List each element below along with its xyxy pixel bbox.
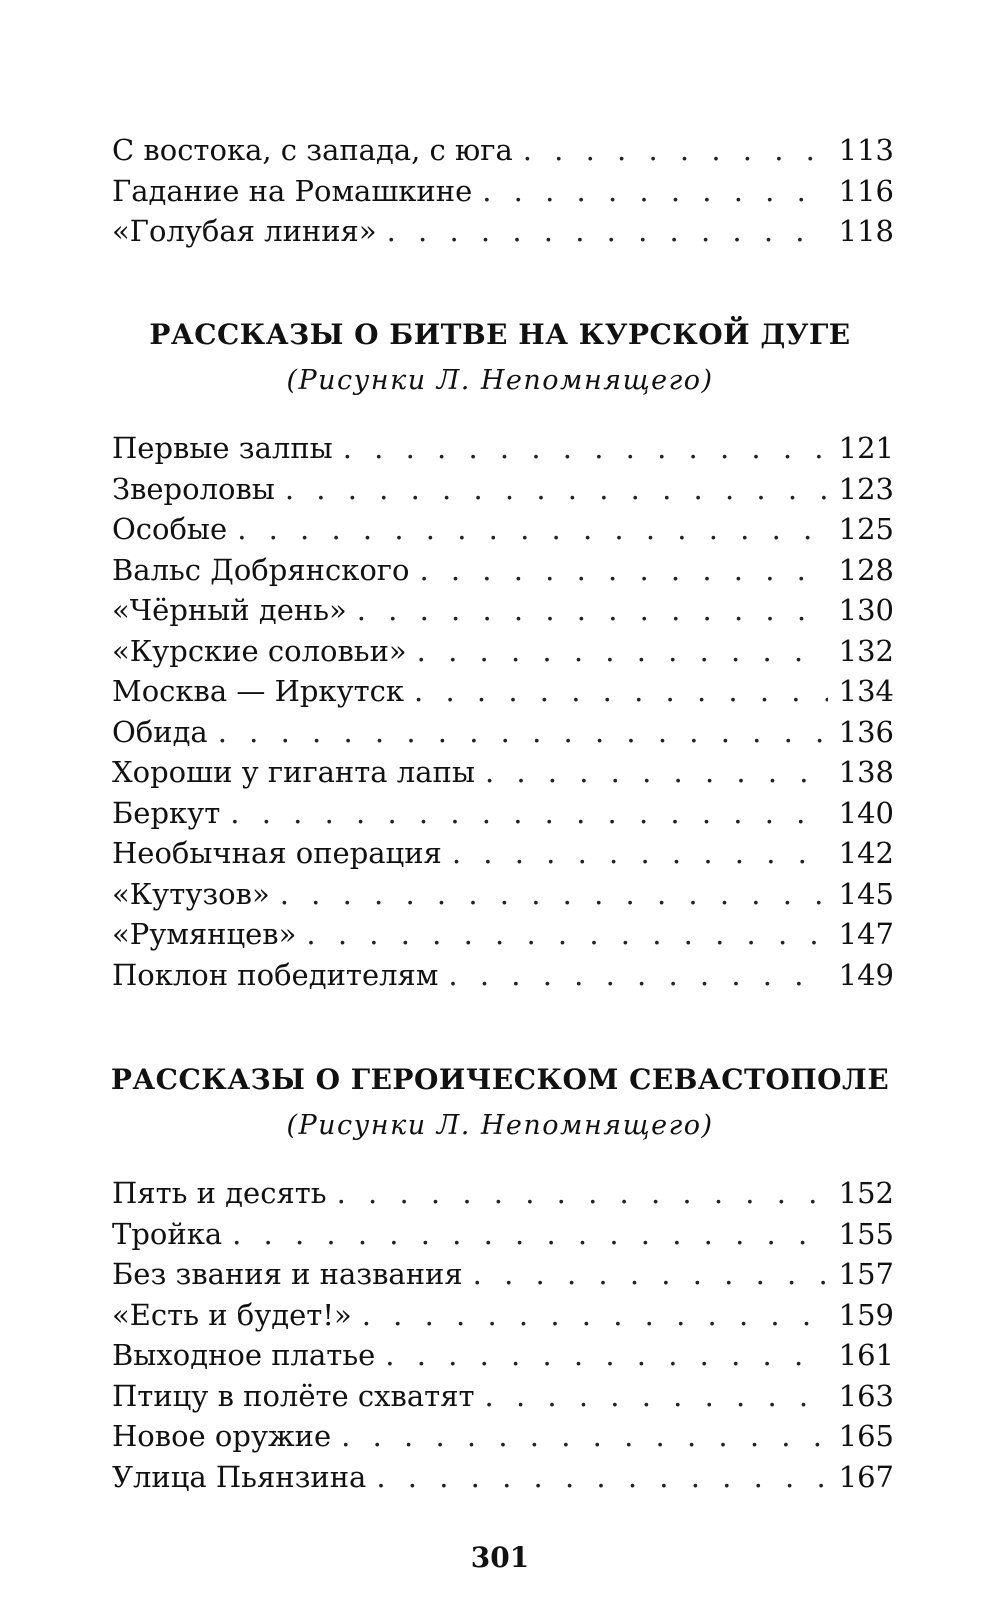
dot-leader [448, 955, 828, 996]
toc-entry-page: 130 [838, 593, 894, 627]
toc-entry [112, 171, 894, 212]
dot-leader [337, 1173, 828, 1214]
toc-entry-page: 142 [838, 836, 894, 870]
dot-leader [414, 671, 828, 712]
toc-entry-title: Выходное платье [112, 1338, 376, 1372]
toc-entry-page: 118 [838, 214, 894, 248]
toc-entry-page: 140 [838, 795, 894, 830]
toc-entry-title: Новое оружие [112, 1419, 332, 1453]
toc-entry-title: «Румянцев» [112, 917, 297, 951]
toc-entry [112, 955, 894, 996]
dot-leader [419, 550, 828, 591]
dot-leader [387, 211, 828, 252]
dot-leader [343, 428, 828, 469]
toc-entry-page: 152 [838, 1176, 894, 1210]
toc-entry-title: Первые залпы [112, 431, 333, 465]
toc-entry-title: «Голубая линия» [112, 214, 377, 248]
dot-leader [230, 793, 828, 834]
toc-entry-page: 165 [838, 1419, 894, 1453]
section-heading-kursk: РАССКАЗЫ О БИТВЕ НА КУРСКОЙ ДУГЕ [149, 318, 851, 351]
toc-entry-page: 147 [838, 917, 894, 951]
dot-leader [362, 1295, 828, 1336]
toc-entry-title: Беркут [112, 795, 221, 830]
toc-entry [112, 1254, 894, 1295]
toc-entry [112, 1173, 894, 1214]
toc-entry-title: Москва — Иркутск [112, 674, 405, 708]
toc-entry-page: 113 [838, 133, 894, 167]
toc-entry-title: Тройка [112, 1216, 223, 1251]
toc-entry-page: 157 [838, 1257, 894, 1291]
toc-entry-page: 121 [838, 431, 894, 465]
toc-entry [112, 590, 894, 631]
toc-entry-title: Необычная операция [112, 836, 442, 870]
toc-entry-page: 145 [838, 876, 894, 911]
toc-entry [112, 469, 894, 510]
toc-entry [112, 874, 894, 915]
toc-entry [112, 211, 894, 252]
toc-entry-title: Пять и десять [112, 1176, 327, 1210]
toc-entry [112, 793, 894, 834]
toc-entry [112, 550, 894, 591]
toc-entry-title: «Курские соловьи» [112, 633, 407, 668]
dot-leader [306, 914, 828, 955]
dot-leader [485, 752, 828, 793]
section-subtitle-kursk: (Рисунки Л. Непомнящего) [286, 365, 714, 396]
toc-entry-page: 161 [838, 1338, 894, 1372]
toc-entry-page: 134 [838, 674, 894, 708]
toc-entry [112, 914, 894, 955]
toc-entry-title: Гадание на Ромашкине [112, 173, 473, 208]
toc-entry [112, 428, 894, 469]
toc-entry [112, 1457, 894, 1498]
toc-entry-title: Звероловы [112, 471, 275, 506]
toc-entry [112, 631, 894, 672]
dot-leader [452, 833, 828, 874]
toc-entry [112, 1295, 894, 1336]
dot-leader [232, 1214, 828, 1255]
dot-leader [473, 1254, 828, 1295]
toc-entry-page: 125 [838, 512, 894, 546]
dot-leader [357, 590, 828, 631]
toc-entry-page: 149 [838, 957, 894, 992]
toc-entry-title: Вальс Добрянского [112, 552, 410, 587]
dot-leader [385, 1335, 828, 1376]
toc-entry [112, 833, 894, 874]
toc-entry-page: 116 [838, 173, 894, 208]
dot-leader [485, 1376, 828, 1417]
toc-entry-title: Особые [112, 512, 228, 546]
dot-leader [341, 1416, 828, 1457]
toc-entry [112, 1214, 894, 1255]
toc-entry-title: Хороши у гиганта лапы [112, 755, 475, 789]
dot-leader [376, 1457, 828, 1498]
toc-entry-title: Птицу в полёте схватят [112, 1378, 475, 1413]
toc-entry-title: С востока, с запада, с юга [112, 133, 513, 167]
section-heading-sevastopol: РАССКАЗЫ О ГЕРОИЧЕСКОМ СЕВАСТОПОЛЕ [110, 1063, 890, 1096]
toc-entry [112, 1376, 894, 1417]
toc-entry-page: 138 [838, 755, 894, 789]
dot-leader [285, 469, 828, 510]
dot-leader [417, 631, 828, 672]
toc-entry-page: 163 [838, 1378, 894, 1413]
toc-list-kursk [112, 428, 894, 995]
toc-entry-page: 128 [838, 552, 894, 587]
toc-entry-page: 132 [838, 633, 894, 668]
toc-entry-page: 123 [838, 471, 894, 506]
toc-entry [112, 671, 894, 712]
toc-list-continued [112, 130, 894, 252]
dot-leader [280, 874, 828, 915]
toc-entry-title: Без звания и названия [112, 1257, 463, 1291]
page-number: 301 [470, 1541, 530, 1574]
toc-entry-page: 136 [838, 714, 894, 749]
toc-entry-title: «Есть и будет!» [112, 1297, 352, 1332]
toc-entry-page: 159 [838, 1297, 894, 1332]
dot-leader [237, 509, 828, 550]
toc-entry-title: «Чёрный день» [112, 593, 347, 627]
section-subtitle-sevastopol: (Рисунки Л. Непомнящего) [286, 1110, 714, 1141]
toc-entry-title: Обида [112, 714, 208, 749]
toc-entry-title: Поклон победителям [112, 957, 439, 992]
toc-entry [112, 752, 894, 793]
toc-entry [112, 1335, 894, 1376]
toc-entry-title: «Кутузов» [112, 876, 270, 911]
dot-leader [218, 712, 828, 753]
toc-entry-title: Улица Пьянзина [112, 1459, 367, 1494]
toc-list-sevastopol [112, 1173, 894, 1497]
toc-entry [112, 712, 894, 753]
toc-entry [112, 130, 894, 171]
toc-entry [112, 509, 894, 550]
toc-entry-page: 167 [838, 1459, 894, 1494]
dot-leader [523, 130, 828, 171]
toc-entry [112, 1416, 894, 1457]
toc-entry-page: 155 [838, 1216, 894, 1251]
dot-leader [482, 171, 828, 212]
